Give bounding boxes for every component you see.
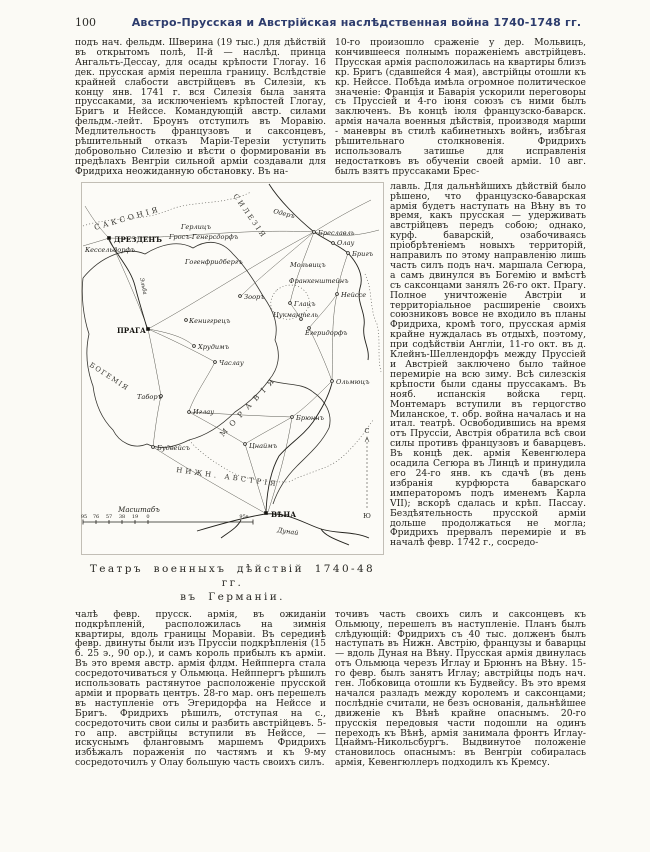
map-town-label-budweis: Будвейсъ [157,443,190,452]
right-column-top: 10-го произошло сраженіе у дер. Мольвицъ, кончившееся полнымъ пораженіемъ австрійцевъ. Прусская армія расположилась на квартиры близъ кр. Бригъ (сдавшейся 4 мая), австрійцы отошли къ кр. Нейссе. Побѣда имѣла огромное политическое значеніе: Франція и Баварія ускорили переговоры съ Пруссіей и 4-го іюня союзъ съ ними былъ заключенъ. Въ концѣ іюля французско-баварск. армія начала военныя дѣйствія, производя марши - маневры въ стилѣ кабинетныхъ войнъ, избѣгая рѣшительнаго столкновенія. Фридрихъ использовалъ затишье для исправленія недостатковъ въ обученіи своей арміи. 10 авг. былъ взятъ пруссаками Брес- [335,37,586,177]
map-caption-line2: въ Германіи. [180,590,285,603]
map-town-label-glatz: Глацъ [294,299,316,308]
scale-tick: 0 [146,513,150,520]
compass-north-label: С [364,426,370,435]
map-town-label-neisse: Нейссе [341,290,367,299]
map-town-label-soor: Зооръ [244,292,265,301]
map-town-label-mollwitz: Мольвицъ [290,260,326,269]
map-town-label-tschaslau: Часлау [219,358,244,367]
map-town-label-frankenstein: Франкенштейнъ [289,276,349,285]
map-region-label-saxony: САКСОНІЯ [93,204,162,232]
map-town-label-iglau: Иглау [193,407,215,416]
scale-tick: 76 [92,513,100,520]
map-town-label-tabor: Таборъ [137,392,162,401]
map-town-label-brieg: Бригъ [352,249,374,258]
map-caption-line1: Театръ военныхъ дѣйствій 1740-48 гг. [89,562,376,589]
map-town-label-chrudim: Хрудимъ [198,342,230,351]
top-text-band [75,38,586,177]
map-figure [81,182,384,604]
map-town-label-zuckmantel: Цукмантель [273,310,319,319]
page-number: 100 [75,16,96,29]
map-town-label-znaim: Цнаймъ [249,441,278,450]
bottom-text-band [75,610,586,769]
map-caption [81,562,384,604]
map-town-label-ohlau: Олау [337,238,355,247]
dresden-marker [107,236,111,240]
map-town-label-olmuetz: Ольмюцъ [336,377,370,386]
map-river-label-elbe: Эльба [138,276,148,296]
map-region-label-moravia: МОРАВІЯ [217,372,280,439]
map-region-label-silesia: СИЛЕЗІЯ [231,192,269,241]
scale-tick: 95 [81,513,88,520]
map-town-label-hohenfriedberg: Гогенфридбергъ [185,257,243,266]
map-capital-label-prague: ПРАГА [117,325,146,335]
map-town-label-bruenn: Брюннъ [296,413,324,422]
map-capital-label-dresden: ДРЕЗДЕНЪ [114,234,162,244]
compass-south-label: Ю [363,511,371,520]
map-town-label-jaegerndorf: Егеридорфъ [305,328,348,337]
map-capital-label-vienna: ВѢНА [271,509,297,519]
map-town-label-gross-hennersdorf: Гросъ-Генерсдорфъ [169,232,239,241]
map-town-label-koeniggraetz: Кениггрецъ [189,316,231,325]
map-town-label-goerlitz: Герлицъ [181,222,211,231]
prague-marker [146,327,150,331]
map-region-label-bohemia: БОГЕМІЯ [87,360,131,393]
left-column-bottom: чалѣ февр. прусск. армія, въ ожиданіи подкрѣпленій, расположилась на зимнія квартиры, вдоль границы Моравіи. Въ серединѣ февр. двинуты были изъ Пруссіи подкрѣпленія (15 б. 25 э., 90 ор.), и самъ король прибылъ къ арміи. Въ это время австр. армія флдм. Нейпперга стала сосредоточиваться у Ольмюца. Нейппергъ рѣшилъ использовать растянутое расположеніе прусской арміи и прорвать центръ. 28-го мар. онъ перешелъ въ наступленіе отъ Эгеридорфа на Нейссе и Бригъ. Фридрихъ рѣшилъ, отступая на с., сосредоточить свои силы и разбить австрійцевъ. 5-го апр. австрійцы вступили въ Нейссе, — искуснымъ фланговымъ маршемъ Фридрихъ избѣжалъ пораженія по частямъ и къ 9-му сосредоточилъ у Олау большую часть своихъ силъ. [75,608,326,769]
scale-unit: 95в [239,513,249,520]
map-river-label-oder: Одеръ [272,206,296,220]
left-column-top: подъ нач. фельдм. Шверина (19 тыс.) для дѣйствій въ открытомъ полѣ, II-й — наслѣд. принца Ангальтъ-Дессау, для осады крѣпости Глогау. 16 дек. прусская армія перешла границу. Вслѣдствіе крайней слабости австрійцевъ въ Силезіи, къ концу янв. 1741 г. вся Силезія была занята пруссаками, за исключеніемъ крѣпостей Глогау, Бригъ и Нейссе. Командующій австр. силами фельдм.-лейт. Броунъ отступилъ въ Моравію. Медлительность французовъ и саксонцевъ, рѣшительный отказъ Маріи-Терезіи уступить добровольно Силезію и вѣсти о формированіи въ предѣлахъ Венгріи сильной арміи создавали для Фридриха неожиданную обстановку. Въ на- [75,37,326,177]
page-title: Австро-Прусская и Австрійская наслѣдственная война 1740-1748 гг. [131,16,582,29]
map-town-label-breslau: Бреславль [318,228,355,237]
scale-tick: 38 [118,513,126,520]
map-scale-label: Масштабъ [118,505,160,514]
page-header [75,16,586,29]
map-region-label-lower-austria: НИЖН. АВСТРІЯ [175,465,280,489]
middle-band [75,182,586,604]
right-column-beside-map: лавль. Для дальнѣйшихъ дѣйствій было рѣшено, что французско-баварская армія будетъ наступать на Вѣну въ то время, какъ прусская — удерживать австрійцевъ передъ собою; однако, курф. баварскій, озабочиваясь пріобрѣтеніемъ новыхъ территорій, направилъ по этому направленію лишь часть силъ подъ нач. маршала Сегюра, а самъ двинулся въ Богемію и вмѣстѣ съ саксонцами занялъ 26-го окт. Прагу. Полное уничтоженіе Австріи и территоріальное расширеніе своихъ союзниковъ вовсе не входило въ планы Фридриха, кромѣ того, прусская армія крайне нуждалась въ отдыхѣ, поэтому, при содѣйствіи Англіи, 11-го окт. въ д. Клейнъ-Шеллендорфъ между Пруссіей и Австріей заключено было тайное перемиріе на всю зиму. Всѣ силезскія крѣпости были сданы пруссакамъ. Въ нояб. испанскія войска герц. Монтемаръ вступили въ герцогство Миланское, т. обр. война началась и на итал. театрѣ. Освободившись на время отъ Пруссіи, Австрія обратила всѣ свои силы противъ французовъ и баварцевъ. Въ концѣ дек. армія Кевенгюлера осадила Сегюра въ Линцѣ и принудила его 24-го янв. къ сдачѣ (въ день избранія курфюрста баварскаго императоромъ подъ именемъ Карла VII); вскорѣ сдалась и крѣп. Пассау. Бездѣятельность прусской арміи дольше продолжаться не могла; Фридрихъ прервалъ перемиріе и въ началѣ февр. 1742 г., сосредо- [390,180,586,549]
scale-tick: 19 [131,513,139,520]
map-town-label-kesselsdorf: Кессельдорфъ [85,245,136,254]
scale-tick: 57 [105,513,113,520]
war-theater-map [81,182,384,555]
map-river-label-danube: Дунай [276,525,300,537]
vienna-marker [264,511,268,515]
right-column-bottom: точивъ часть своихъ силъ и саксонцевъ къ Ольмюцу, перешелъ въ наступленіе. Планъ былъ слѣдующій: Фридрихъ съ 40 тыс. долженъ былъ наступать въ Нижн. Австрію, французы и баварцы — вдоль Дуная на Вѣну. Прусская армія двинулась отъ Ольмюца черезъ Иглау и Брюннъ на Вѣну. 15-го февр. былъ занятъ Иглау; австрійцы подъ нач. ген. Лобковица отошли къ Будвейсу. Въ это время начался разладъ между королемъ и саксонцами; послѣдніе считали, не безъ основанія, дальнѣйшее движеніе къ Вѣнѣ крайне опаснымъ. 20-го прусскія передовыя части подошли на одинъ переходъ къ Вѣнѣ, армія занимала фронтъ Иглау-Цнаймъ-Никольсбургъ. Выдвинутое положеніе становилось опаснымъ: въ Венгріи собиралась армія, Кевенгюллеръ подходилъ къ Кремсу. [335,608,586,769]
